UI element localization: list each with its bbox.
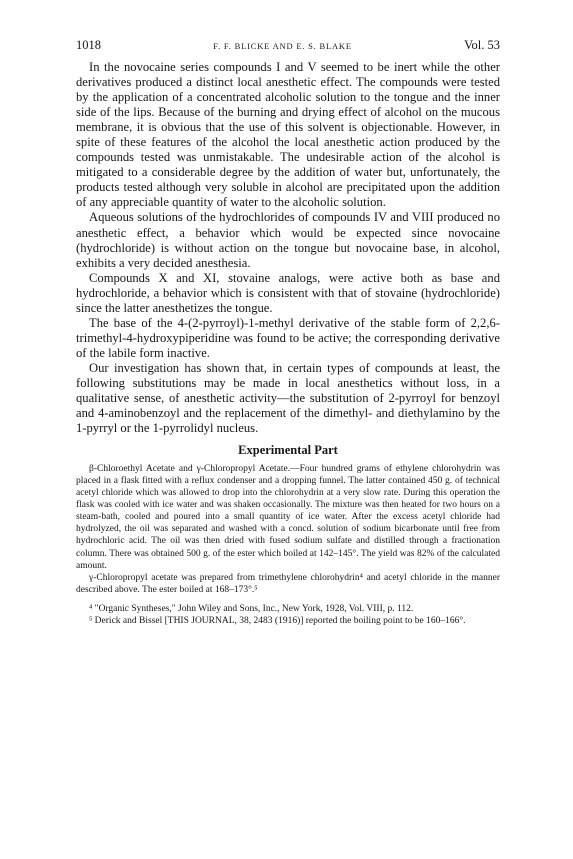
footnote: ⁵ Derick and Bissel [THIS JOURNAL, 38, 2483 (1916)] reported the boiling point to be 160–166°. (89, 615, 466, 626)
running-authors: F. F. BLICKE AND E. S. BLAKE (213, 41, 352, 51)
experimental-text (76, 463, 500, 596)
footnote: ⁴ "Organic Syntheses," John Wiley and Sons, Inc., New York, 1928, Vol. VIII, p. 112. (89, 603, 414, 614)
experimental-paragraph: γ-Chloropropyl acetate was prepared from trimethylene chlorohydrin⁴ and acetyl chloride in the manner described above. The ester boiled at 168–173°.⁵ (76, 572, 500, 595)
paragraph: The base of the 4-(2-pyrroyl)-1-methyl derivative of the stable form of 2,2,6-trimethyl-4-hydroxypiperidine was found to be active; the corresponding derivative of the labile form inactive. (76, 315, 500, 360)
page-number: 1018 (76, 38, 101, 52)
paragraph: Compounds X and XI, stovaine analogs, were active both as base and hydrochloride, a behavior which is consistent with that of stovaine (hydrochloride) since the latter anesthetizes the tongue. (76, 270, 500, 315)
running-header (76, 38, 500, 60)
page (76, 38, 500, 627)
volume-label: Vol. 53 (464, 38, 500, 52)
main-text (76, 60, 500, 436)
paragraph: Aqueous solutions of the hydrochlorides of compounds IV and VIII produced no anesthetic effect, a behavior which would be expected since novocaine (hydrochloride) is without action on the tongue but novocaine base, in alcohol, exhibits a very decided anesthesia. (76, 210, 500, 270)
experimental-paragraph: β-Chloroethyl Acetate and γ-Chloropropyl Acetate.—Four hundred grams of ethylene chlorohydrin was placed in a flask fitted with a reflux condenser and a dropping funnel. The latter contained 450 g. of technical acetyl chloride which was allowed to drop into the chlorohydrin at a very slow rate. During this operation the flask was cooled with ice water and was shaken occasionally. The mixture was then heated for two hours on a steam-bath, cooled and poured into a small quantity of ice water. After the excess acetyl chloride had hydrolyzed, the oil was separated and washed with a concd. solution of sodium bicarbonate until free from hydrochloric acid. The oil was then dried with fused sodium sulfate and distilled through a fractionation column. There was obtained 500 g. of the ester which boiled at 142–145°. The yield was 82% of the calculated amount. (76, 464, 500, 571)
paragraph: Our investigation has shown that, in certain types of compounds at least, the following substitutions may be made in local anesthetics without loss, in a qualitative sense, of anesthetic activity—the substitution of 2-pyrroyl for benzoyl and 4-aminobenzoyl and the replacement of the dimethyl- and diethylamino by the 1-pyrryl or the 1-pyrrolidyl nucleus. (76, 360, 500, 436)
paragraph: In the novocaine series compounds I and V seemed to be inert while the other derivatives produced a distinct local anesthetic effect. The compounds were tested by the application of a concentrated alcoholic solution to the tongue and the inner side of the lips. Because of the burning and drying effect of alcohol on the mucous membrane, it is obvious that the use of this solvent is objectionable. However, in spite of these features of the alcohol the local anesthetic action produced by the compounds tested was unmistakable. The undesirable action of the alcohol is mitigated to a considerable degree by the addition of water but, unfortunately, the products tested although very soluble in alcohol are precipitated upon the addition of any appreciable quantity of water to the alcoholic solution. (76, 60, 500, 210)
footnotes (76, 603, 500, 628)
section-heading: Experimental Part (238, 443, 338, 458)
